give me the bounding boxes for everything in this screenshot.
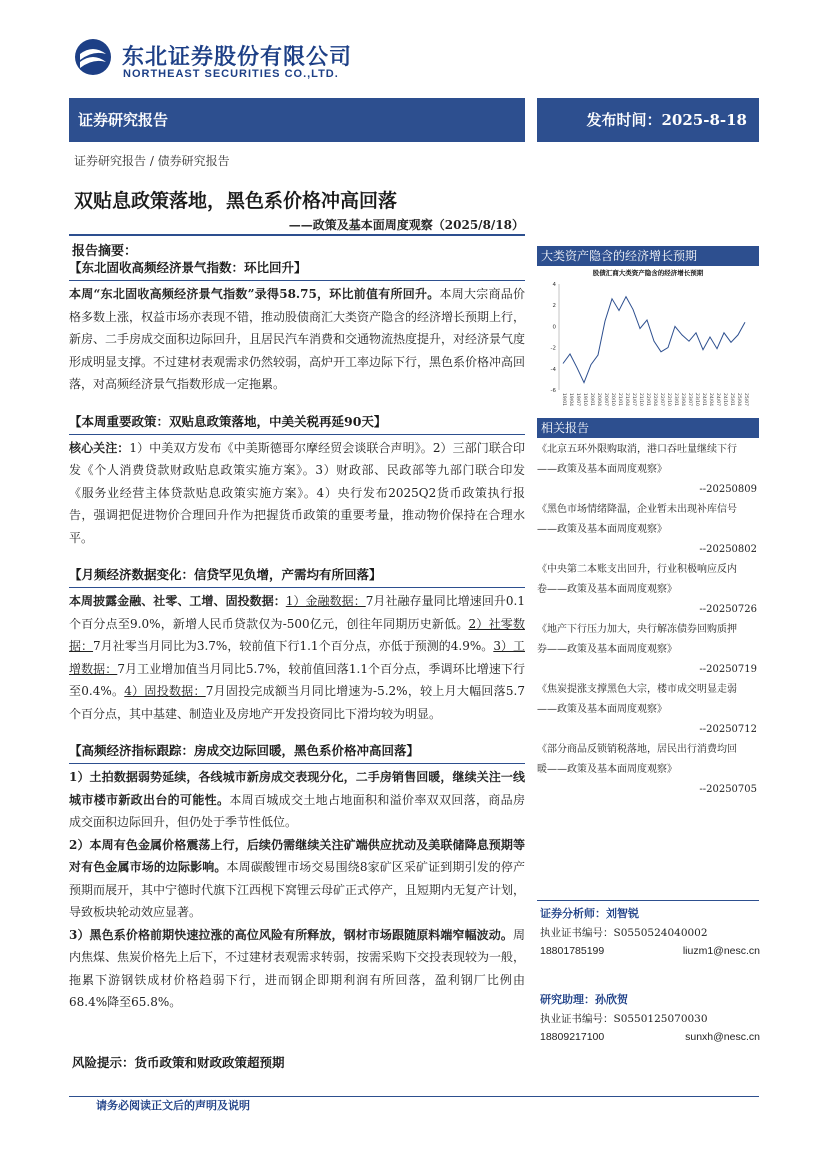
related-report-date: --20250809 [699, 484, 757, 495]
x-tick-label: 21/01 [617, 393, 622, 406]
footer-disclaimer[interactable]: 请务必阅读正文后的声明及说明 [96, 1099, 250, 1112]
related-report-title[interactable]: 《黑色市场情绪降温，企业暂未出现补库信号 [537, 504, 737, 515]
related-report-title[interactable]: 《部分商品反锁销税落地，居民出行消费均回 [537, 744, 737, 755]
related-report-item[interactable] [537, 620, 759, 680]
related-report-series: 卷——政策及基本面周度观察》 [537, 584, 677, 595]
y-tick-label: 0 [552, 324, 556, 331]
x-tick-label: 22/04 [652, 393, 657, 406]
section-paragraph [69, 590, 525, 725]
section-divider [69, 434, 525, 435]
analyst-divider [537, 900, 759, 901]
related-report-title[interactable]: 《地产下行压力加大，央行解冻债券回购质押 [537, 624, 737, 635]
related-report-series: ——政策及基本面周度观察》 [537, 524, 667, 535]
series-line [563, 297, 745, 383]
x-tick-label: 25/04 [736, 393, 741, 406]
related-report-series: ——政策及基本面周度观察》 [537, 704, 667, 715]
publish-date-banner [537, 98, 759, 142]
section-lead: 本周披露金融、社零、工增、固投数据： [69, 594, 286, 608]
section-divider [69, 763, 525, 764]
x-tick-label: 24/10 [722, 393, 727, 406]
related-report-date: --20250802 [699, 544, 757, 555]
related-report-item[interactable] [537, 440, 759, 500]
assistant-phone: 18809217100 [540, 1031, 605, 1043]
section-title: 【月频经济数据变化：信贷罕见负增，产需均有所回落】 [69, 567, 382, 582]
section-divider [69, 587, 525, 588]
related-reports-header: 相关报告 [537, 418, 759, 438]
related-report-series: 暖——政策及基本面周度观察》 [537, 764, 677, 775]
title-divider [69, 234, 525, 236]
x-tick-label: 24/04 [708, 393, 713, 406]
section-text: 1）中美双方发布《中美斯德哥尔摩经贸会谈联合声明》。2）三部门联合印发《个人消费贷款财政贴息政策实施方案》。3）财政部、民政部等九部门联合印发《服务业经营主体贷款贴息政策实施方案》。4）央行发布2025Q2货币政策执行报告，强调把促进物价合理回升作为把握货币政策的重要考量，推动物价保持在合理水平。 [69, 440, 525, 545]
company-logo-icon [74, 38, 112, 76]
related-report-date: --20250719 [699, 664, 757, 675]
section-paragraph [69, 283, 525, 396]
x-tick-label: 24/01 [701, 393, 706, 406]
page-subtitle: ——政策及基本面周度观察（2025/8/18） [288, 218, 524, 232]
x-tick-label: 19/04 [568, 393, 573, 406]
x-tick-label: 23/07 [687, 393, 692, 406]
related-report-item[interactable] [537, 680, 759, 740]
item-lead: 2）本周有色金属价格震荡上行，后续仍需继续关注矿端供应扰动及美联储降息预期等对有色金属市场的边际影响。 [69, 837, 525, 874]
related-report-series: 券——政策及基本面周度观察》 [537, 644, 677, 655]
related-report-title[interactable]: 《北京五环外限购取消，港口吞吐量继续下行 [537, 444, 737, 455]
report-type-label: 证券研究报告 [78, 111, 169, 129]
x-tick-label: 19/07 [575, 393, 580, 406]
related-report-series: ——政策及基本面周度观察》 [537, 464, 667, 475]
x-tick-label: 24/07 [715, 393, 720, 406]
section-monthly-data [69, 565, 525, 725]
item-text: 本周百城成交土地占地面积和溢价率双双回落，商品房成交面积边际回升，但仍处于季节性低位。 [69, 792, 525, 829]
assistant-email[interactable]: sunxh@nesc.cn [685, 1031, 760, 1043]
assistant-block [540, 990, 760, 1046]
x-tick-label: 23/04 [680, 393, 685, 406]
finance-data-label: 1）金融数据： [285, 594, 366, 608]
analyst-cert: 执业证书编号：S0550524040002 [540, 927, 708, 939]
related-report-date: --20250712 [699, 724, 757, 735]
x-tick-label: 23/10 [694, 393, 699, 406]
related-report-item[interactable] [537, 500, 759, 560]
assistant-cert: 执业证书编号：S0550125070030 [540, 1013, 708, 1025]
x-tick-label: 23/01 [673, 393, 678, 406]
item-text: 周内焦煤、焦炭价格先上后下，不过建材表观需求转弱，按需采购下交投表现较为一般，拖累下游钢铁成材价格趋弱下行，进而钢企即期利润有所回落，盈利钢厂比例由68.4%降至65.8%。 [69, 927, 526, 1009]
related-report-title[interactable]: 《焦炭提涨支撑黑色大宗，楼市成交明显走弱 [537, 684, 737, 695]
item-text: 本周碳酸锂市场交易围绕8家矿区采矿证到期引发的停产预期而展开，其中宁德时代旗下江西枧下窝锂云母矿正式停产，且短期内无复产计划，导致板块轮动效应显著。 [69, 860, 526, 919]
section-paragraph [69, 766, 525, 834]
item-lead: 3）黑色系价格前期快速拉涨的高位风险有所释放，钢材市场跟随原料端窄幅波动。 [69, 927, 513, 942]
abstract-body [69, 258, 525, 1014]
related-report-date: --20250726 [699, 604, 757, 615]
brand-name-en: NORTHEAST SECURITIES CO.,LTD. [123, 68, 339, 80]
x-tick-label: 25/07 [743, 393, 748, 406]
industry-data-text: 7月工业增加值当月同比5.7%，较前值回落1.1个百分点，季调环比增速下行至0.4%。 [69, 661, 525, 698]
section-divider [69, 280, 525, 281]
section-policy [69, 412, 525, 550]
x-tick-label: 22/01 [645, 393, 650, 406]
section-index [69, 258, 525, 396]
x-tick-label: 20/07 [603, 393, 608, 406]
x-tick-label: 22/10 [666, 393, 671, 406]
related-report-date: --20250705 [699, 784, 757, 795]
publish-date-label: 发布时间：2025-8-18 [586, 111, 747, 129]
analyst-name: 证券分析师：刘智锐 [540, 907, 639, 920]
y-tick-label: -2 [550, 345, 556, 352]
related-reports-list [537, 440, 759, 800]
industry-data-label: 3）工增数据： [69, 639, 525, 676]
related-report-title[interactable]: 《中央第二本账支出回升，行业积极响应反内 [537, 564, 737, 575]
analyst-phone: 18801785199 [540, 945, 605, 957]
related-report-item[interactable] [537, 560, 759, 620]
x-tick-label: 19/10 [582, 393, 587, 406]
y-tick-label: -6 [550, 388, 556, 394]
section-paragraph [69, 834, 525, 924]
related-report-item[interactable] [537, 740, 759, 800]
investment-data-text: 7月固投完成额当月同比增速为-5.2%，较上月大幅回落5.7个百分点，其中基建、制造业及房地产开发投资同比下滑均较为明显。 [69, 684, 526, 721]
brand-name-cn: 东北证券股份有限公司 [122, 45, 353, 70]
section-paragraph [69, 437, 525, 550]
section-lead: 核心关注： [69, 440, 130, 455]
breadcrumb: 证券研究报告 / 债券研究报告 [74, 154, 230, 168]
y-tick-label: -4 [550, 366, 556, 373]
section-text: 本周大宗商品价格多数上涨，权益市场亦表现不错，推动股债商汇大类资产隐含的经济增长预期上行，新房、二手房成交面积边际回升，且居民汽车消费和交通物流热度提升，对经济景气度形成明显支撑。不过建材表观需求仍然较弱，高炉开工率边际下行，黑色系价格冲高回落，对高频经济景气指数形成一定拖累。 [69, 287, 526, 391]
analyst-block [540, 904, 760, 960]
x-tick-label: 20/01 [589, 393, 594, 406]
item-lead: 1）土拍数据弱势延续，各线城市新房成交表现分化，二手房销售回暖，继续关注一线城市楼市新政出台的可能性。 [69, 770, 525, 807]
x-tick-label: 20/04 [596, 393, 601, 406]
x-tick-label: 21/04 [624, 393, 629, 406]
assistant-name: 研究助理：孙欣贺 [540, 993, 628, 1006]
section-paragraph [69, 924, 525, 1014]
report-type-banner [69, 98, 525, 142]
chart-header: 大类资产隐含的经济增长预期 [537, 246, 759, 266]
growth-expectation-chart [537, 266, 759, 416]
chart-title: 股债汇商大类资产隐含的经济增长预期 [592, 269, 704, 277]
investment-data-label: 4）固投数据： [124, 684, 206, 698]
y-tick-label: 4 [552, 282, 556, 288]
x-tick-label: 19/01 [561, 393, 566, 406]
risk-warning: 风险提示：货币政策和财政政策超预期 [72, 1055, 285, 1070]
x-tick-label: 20/10 [610, 393, 615, 406]
section-lead: 本周“东北固收高频经济景气指数”录得58.75，环比前值有所回升。 [69, 287, 440, 301]
section-title: 【东北固收高频经济景气指数：环比回升】 [69, 260, 307, 275]
retail-data-text: 7月社零当月同比为3.7%，较前值下行1.1个百分点，亦低于预测的4.9%。 [93, 639, 494, 653]
abstract-heading: 报告摘要： [72, 244, 138, 259]
section-high-frequency [69, 741, 525, 1014]
x-tick-label: 22/07 [659, 393, 664, 406]
retail-data-label: 2）社零数据： [69, 616, 525, 653]
section-title: 【本周重要政策：双贴息政策落地，中美关税再延90天】 [69, 413, 387, 429]
page-title: 双贴息政策落地，黑色系价格冲高回落 [74, 190, 398, 212]
section-title: 【高频经济指标跟踪：房成交边际回暖，黑色系价格冲高回落】 [69, 743, 420, 758]
x-tick-label: 21/07 [631, 393, 636, 406]
finance-data-text: 7月社融存量同比增速回升0.1个百分点至9.0%，新增人民币贷款仅为-500亿元，创往年同期历史新低。 [69, 594, 525, 631]
x-tick-label: 25/01 [729, 393, 734, 406]
y-tick-label: 2 [552, 303, 556, 310]
analyst-email[interactable]: liuzm1@nesc.cn [682, 945, 760, 957]
x-tick-label: 21/10 [638, 393, 643, 406]
